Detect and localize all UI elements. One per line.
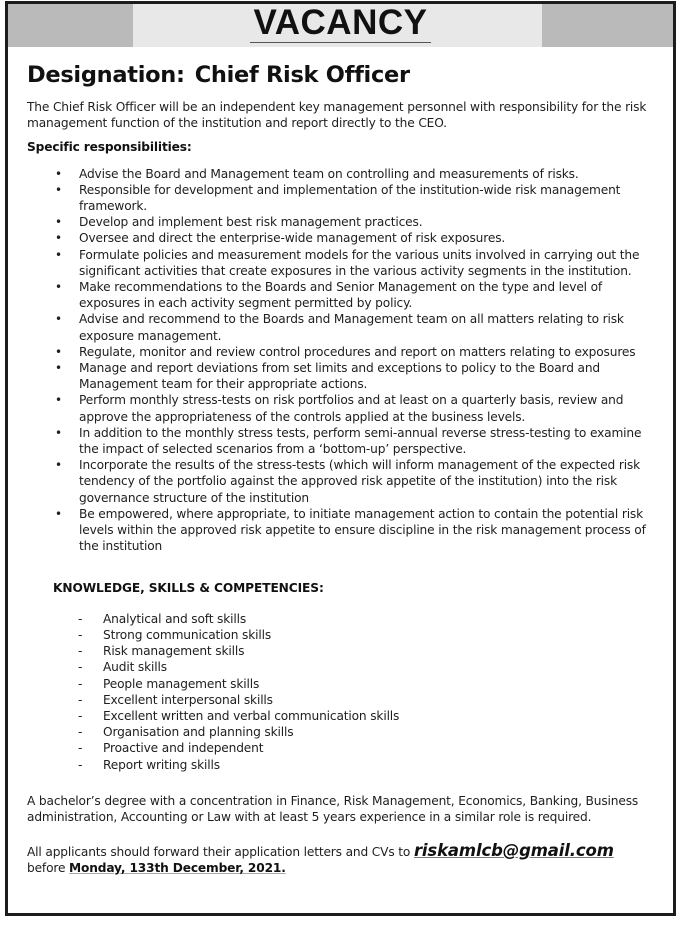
list-item [27, 214, 657, 230]
list-item-text: Strong communication skills [103, 627, 272, 642]
bullet-icon: • [55, 312, 62, 327]
list-item-text: Perform monthly stress-tests on risk portfolios and at least on a quarterly basis, review and approve the appropriateness of the controls applied at the business levels. [79, 393, 624, 424]
bullet-icon: • [55, 182, 62, 197]
list-item-text: Make recommendations to the Boards and Senior Management on the type and level of exposures in each activity segment permitted by policy. [79, 280, 603, 311]
application-instructions [27, 843, 657, 876]
bullet-icon: • [55, 425, 62, 440]
dash-icon: - [78, 757, 83, 772]
list-item [27, 724, 657, 740]
list-item [27, 506, 657, 555]
dash-icon: - [78, 692, 83, 707]
list-item-text: People management skills [103, 676, 260, 691]
designation-label: Designation: [27, 62, 185, 88]
dash-icon: - [78, 644, 83, 659]
banner-title [8, 1, 673, 45]
list-item-text: Excellent interpersonal skills [103, 692, 273, 707]
responsibilities-list [27, 166, 657, 555]
dash-icon: - [78, 725, 83, 740]
list-item-text: Oversee and direct the enterprise-wide management of risk exposures. [79, 231, 506, 246]
list-item-text: Report writing skills [103, 757, 220, 772]
bullet-icon: • [55, 344, 62, 359]
list-item-text: Analytical and soft skills [103, 611, 247, 626]
list-item-text: Advise and recommend to the Boards and Management team on all matters relating to risk exposure management. [79, 312, 624, 343]
vacancy-title: VACANCY [250, 3, 432, 43]
competencies-list [27, 611, 657, 773]
bullet-icon: • [55, 247, 62, 262]
list-item [27, 311, 657, 343]
bullet-icon: • [55, 231, 62, 246]
list-item-text: In addition to the monthly stress tests, perform semi-annual reverse stress-testing to examine the impact of selected scenarios from a ‘bottom-up’ perspective. [79, 425, 642, 457]
list-item-text: Incorporate the results of the stress-tests (which will inform management of the expected risk tendency of the portfolio against the approved risk appetite of the institution) into the risk governance structure of the institution [79, 458, 641, 505]
bullet-icon: • [55, 506, 62, 521]
bullet-icon: • [55, 166, 62, 181]
qualification-paragraph: A bachelor’s degree with a concentration in Finance, Risk Management, Economics, Banking, Business administration, Accounting or Law with at least 5 years experience in a similar role is required. [27, 793, 639, 824]
dash-icon: - [78, 741, 83, 756]
list-item [27, 457, 657, 506]
list-item [27, 692, 657, 708]
list-item [27, 708, 657, 724]
list-item-text: Risk management skills [103, 644, 245, 659]
list-item-text: Audit skills [103, 660, 167, 675]
list-item [27, 360, 657, 392]
vacancy-notice [5, 1, 676, 916]
deadline-date: Monday, 133th December, 2021. [69, 861, 286, 876]
list-item [27, 344, 657, 360]
dash-icon: - [78, 660, 83, 675]
before-text: before [27, 861, 70, 876]
list-item-text: Formulate policies and measurement models for the various units involved in carrying out the significant activities that create exposures in the various activity segments in the institution. [79, 247, 640, 278]
list-item-text: Develop and implement best risk management practices. [79, 215, 423, 230]
dash-icon: - [78, 627, 83, 642]
dash-icon: - [78, 676, 83, 691]
notice-body [27, 52, 657, 877]
list-item [27, 182, 657, 214]
dash-icon: - [78, 611, 83, 626]
list-item-text: Excellent written and verbal communication skills [103, 708, 400, 723]
application-text: All applicants should forward their application letters and CVs to [27, 845, 414, 860]
list-item-text: Organisation and planning skills [103, 725, 294, 740]
bullet-icon: • [55, 280, 62, 295]
bullet-icon: • [55, 393, 62, 408]
list-item [27, 392, 657, 424]
intro-paragraph: The Chief Risk Officer will be an independent key management personnel with responsibility for the risk management function of the institution and report directly to the CEO. [27, 100, 647, 131]
bullet-icon: • [55, 458, 62, 473]
list-item-text: Manage and report deviations from set limits and exceptions to policy to the Board and Management team for their appropriate actions. [79, 361, 600, 392]
list-item-text: Be empowered, where appropriate, to initiate management action to contain the potential risk levels within the approved risk appetite to ensure discipline in the risk management process of the institution [79, 506, 646, 554]
list-item [27, 627, 657, 643]
list-item [27, 166, 657, 182]
bullet-icon: • [55, 361, 62, 376]
list-item-text: Regulate, monitor and review control procedures and report on matters relating to exposures [79, 344, 636, 359]
email-link[interactable]: riskamlcb@gmail.com [413, 841, 614, 861]
designation-value: Chief Risk Officer [194, 62, 410, 88]
list-item [27, 659, 657, 675]
list-item-text: Proactive and independent [103, 741, 264, 756]
list-item [27, 611, 657, 627]
list-item [27, 425, 657, 457]
header-banner [8, 4, 673, 47]
bullet-icon: • [55, 215, 62, 230]
list-item [27, 279, 657, 311]
designation-heading [27, 60, 657, 90]
responsibilities-heading: Specific responsibilities: [27, 140, 192, 155]
competencies-heading: KNOWLEDGE, SKILLS & COMPETENCIES: [53, 581, 324, 596]
list-item-text: Advise the Board and Management team on controlling and measurements of risks. [79, 166, 579, 181]
list-item [27, 247, 657, 279]
list-item [27, 643, 657, 659]
list-item [27, 757, 657, 773]
list-item [27, 740, 657, 756]
list-item [27, 676, 657, 692]
dash-icon: - [78, 708, 83, 723]
list-item-text: Responsible for development and implementation of the institution-wide risk management framework. [79, 182, 621, 214]
list-item [27, 230, 657, 246]
